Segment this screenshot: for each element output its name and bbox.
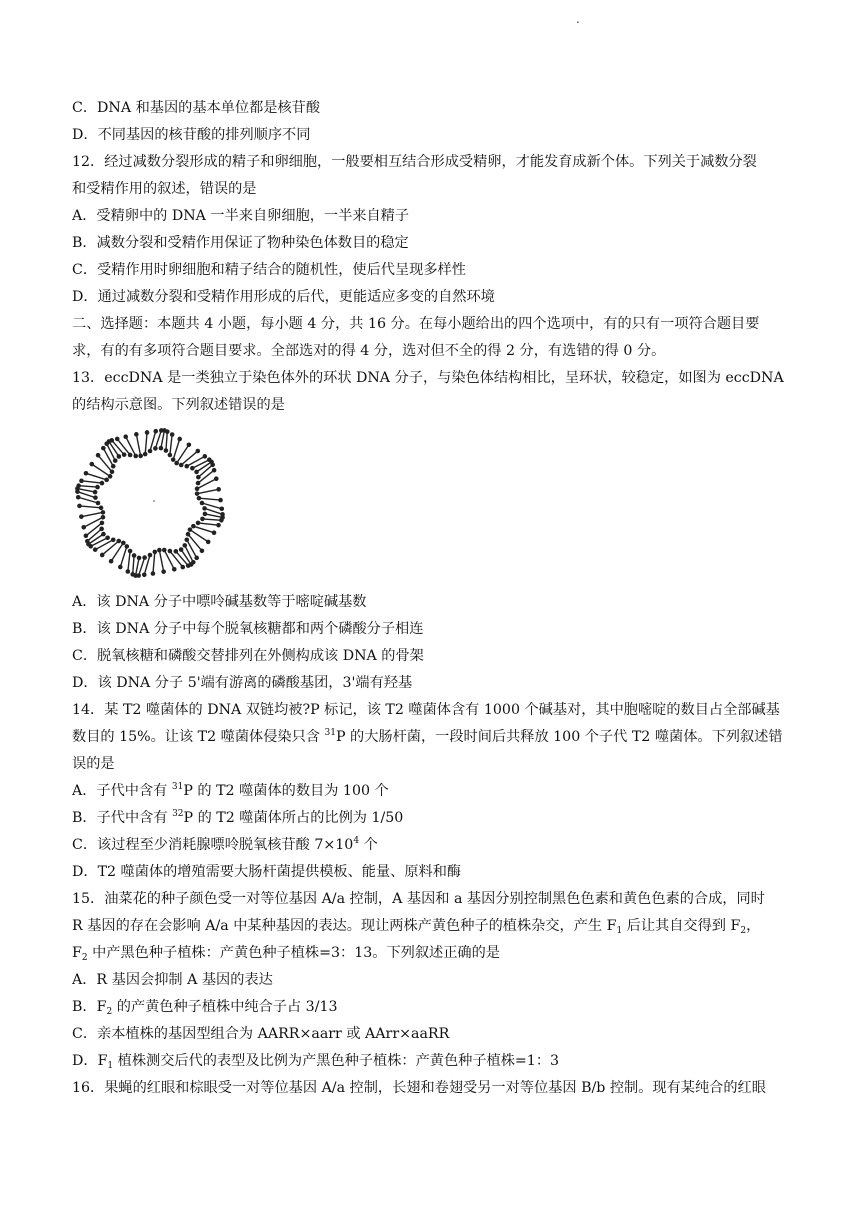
q13-stem-line-1: 13．eccDNA 是一类独立于染色体外的环状 DNA 分子，与染色体结构相比，呈环状，较稳定，如图为 eccDNA bbox=[72, 370, 784, 386]
phosphate-node bbox=[212, 530, 217, 535]
phosphate-node bbox=[202, 506, 207, 511]
phosphate-node bbox=[170, 432, 175, 437]
base-pair-rung bbox=[199, 498, 221, 500]
base-pair-rung bbox=[79, 486, 98, 487]
phosphate-node bbox=[105, 535, 110, 540]
phosphate-node bbox=[179, 547, 184, 552]
phosphate-node bbox=[117, 454, 122, 459]
phosphate-node bbox=[184, 537, 189, 542]
phosphate-node bbox=[95, 485, 100, 490]
base-pair-rung bbox=[173, 439, 180, 460]
phosphate-node bbox=[188, 527, 193, 532]
phosphate-node bbox=[203, 454, 208, 459]
phosphate-node bbox=[111, 537, 116, 542]
base-pair-rung bbox=[86, 473, 107, 480]
q15-option-d: D．$F_1$ 植株测交后代的表型及比例为产黑色种子植株：产黄色种子植株=1：3 bbox=[72, 1053, 560, 1071]
q13-option-a: A．该 DNA 分子中嘌呤碱基数等于嘧啶碱基数 bbox=[72, 594, 367, 610]
phosphate-node bbox=[174, 461, 179, 466]
q12-stem-line-2: 和受精作用的叙述，错误的是 bbox=[72, 181, 257, 197]
section-two-heading-line-2: 求，有的有多项符合题目要求。全部选对的得 4 分，选对但不全的得 2 分，有选错的得 0 分。 bbox=[72, 343, 666, 359]
q13-option-b: B．该 DNA 分子中每个脱氧核糖都和两个磷酸分子相连 bbox=[72, 621, 424, 637]
phosphate-node bbox=[182, 543, 187, 548]
base-pair-rung bbox=[81, 481, 101, 483]
phosphate-node bbox=[79, 514, 84, 519]
phosphate-node bbox=[101, 515, 106, 520]
phosphate-node bbox=[118, 565, 123, 570]
base-pair-rung bbox=[166, 432, 167, 451]
q12-option-b: B．减数分裂和受精作用保证了物种染色体数目的稳定 bbox=[72, 235, 409, 251]
phosphate-node bbox=[219, 506, 224, 511]
q14-stem-line-1: 14．某 T2 噬菌体的 DNA 双链均被?P 标记，该 T2 噬菌体含有 1000 个碱基对，其中胞嘧啶的数目占全部碱基 bbox=[72, 702, 780, 718]
q16-stem-line-1: 16．果蝇的红眼和棕眼受一对等位基因 A/a 控制，长翅和卷翅受另一对等位基因 B/b 控制。现有某纯合的红眼 bbox=[72, 1080, 766, 1096]
phosphate-node bbox=[187, 442, 192, 447]
base-pair-rung bbox=[145, 432, 147, 454]
phosphate-node bbox=[177, 437, 182, 442]
phosphate-node bbox=[117, 539, 122, 544]
phosphate-node bbox=[101, 532, 106, 537]
phosphate-node bbox=[197, 496, 202, 501]
section-two-heading-line-1: 二、选择题：本题共 4 小题，每小题 4 分，共 16 分。在每小题给出的四个选项中，有的只有一项符合题目要 bbox=[72, 316, 760, 332]
phosphate-node bbox=[186, 563, 191, 568]
phosphate-node bbox=[104, 478, 109, 483]
base-pair-rung bbox=[170, 434, 172, 454]
phosphate-node bbox=[200, 548, 205, 553]
base-pair-rung bbox=[159, 550, 163, 572]
phosphate-node bbox=[109, 438, 114, 443]
base-pair-rung bbox=[133, 555, 134, 574]
q14-option-a: A．子代中含有 $^{31}$P 的 T2 噬菌体的数目为 100 个 bbox=[72, 782, 389, 799]
phosphate-node bbox=[186, 532, 191, 537]
phosphate-node bbox=[93, 495, 98, 500]
q15-stem-line-1: 15．油菜花的种子颜色受一对等位基因 A/a 控制，A 基因和 a 基因分别控制黑色色素和黄色色素的合成，同时 bbox=[72, 891, 765, 907]
base-pair-rung bbox=[202, 519, 221, 520]
phosphate-node bbox=[179, 463, 184, 468]
phosphate-node bbox=[157, 548, 162, 553]
phosphate-node bbox=[100, 481, 105, 486]
phosphate-node bbox=[130, 572, 135, 577]
phosphate-node bbox=[96, 453, 101, 458]
q15-stem-line-3: $F_2$ 中产黑色种子植株：产黄色种子植株=3：13。下列叙述正确的是 bbox=[72, 945, 500, 963]
phosphate-node bbox=[190, 466, 195, 471]
base-pair-rung bbox=[161, 430, 165, 448]
q11-option-c: C．DNA 和基因的基本单位都是核苷酸 bbox=[72, 100, 321, 116]
phosphate-node bbox=[194, 470, 199, 475]
phosphate-node bbox=[81, 525, 86, 530]
phosphate-node bbox=[137, 556, 142, 561]
phosphate-node bbox=[93, 490, 98, 495]
phosphate-node bbox=[196, 481, 201, 486]
phosphate-node bbox=[138, 454, 143, 459]
phosphate-node bbox=[194, 556, 199, 561]
phosphate-node bbox=[77, 504, 82, 509]
phosphate-node bbox=[206, 540, 211, 545]
phosphate-node bbox=[99, 506, 104, 511]
phosphate-node bbox=[165, 429, 170, 434]
phosphate-node bbox=[200, 517, 205, 522]
phosphate-node bbox=[210, 462, 215, 467]
phosphate-node bbox=[148, 553, 153, 558]
q11-option-d: D．不同基因的核苷酸的排列顺序不同 bbox=[72, 127, 311, 143]
base-pair-rung bbox=[153, 552, 155, 574]
phosphate-node bbox=[132, 553, 137, 558]
base-pair-rung bbox=[79, 506, 101, 508]
phosphate-node bbox=[195, 449, 200, 454]
q15-option-a: A．R 基因会抑制 A 基因的表达 bbox=[72, 972, 273, 988]
phosphate-node bbox=[100, 553, 105, 558]
eccdna-ring-diagram bbox=[74, 423, 234, 583]
phosphate-node bbox=[195, 491, 200, 496]
q13-option-c: C．脱氧核糖和磷酸交替排列在外侧构成该 DNA 的骨架 bbox=[72, 648, 424, 664]
phosphate-node bbox=[115, 437, 120, 442]
phosphate-node bbox=[153, 550, 158, 555]
base-pair-rung bbox=[77, 489, 95, 493]
phosphate-node bbox=[109, 559, 114, 564]
phosphate-node bbox=[142, 572, 147, 577]
phosphate-node bbox=[151, 571, 156, 576]
phosphate-node bbox=[101, 510, 106, 515]
phosphate-node bbox=[171, 457, 176, 462]
phosphate-node bbox=[84, 471, 89, 476]
eccdna-structure-figure bbox=[72, 419, 794, 589]
phosphate-node bbox=[93, 547, 98, 552]
phosphate-node bbox=[219, 518, 224, 523]
phosphate-node bbox=[148, 449, 153, 454]
phosphate-node bbox=[184, 464, 189, 469]
phosphate-node bbox=[96, 501, 101, 506]
page-header-dot: . bbox=[576, 12, 580, 26]
base-pair-rung bbox=[205, 514, 223, 518]
phosphate-node bbox=[142, 555, 147, 560]
phosphate-node bbox=[84, 533, 89, 538]
base-pair-rung bbox=[193, 526, 214, 533]
phosphate-node bbox=[180, 565, 185, 570]
q13-stem-line-2: 的结构示意图。下列叙述错误的是 bbox=[72, 397, 285, 413]
phosphate-node bbox=[126, 569, 131, 574]
base-pair-rung bbox=[120, 546, 127, 567]
phosphate-node bbox=[79, 479, 84, 484]
phosphate-node bbox=[133, 454, 138, 459]
phosphate-node bbox=[161, 569, 166, 574]
phosphate-node bbox=[134, 432, 139, 437]
q15-option-b: B．$F_2$ 的产黄色种子植株中纯合子占 3/13 bbox=[72, 999, 338, 1017]
phosphate-node bbox=[123, 434, 128, 439]
base-pair-rung bbox=[136, 434, 140, 456]
phosphate-node bbox=[128, 453, 133, 458]
phosphate-node bbox=[196, 521, 201, 526]
base-pair-rung bbox=[198, 523, 218, 525]
q14-stem-line-2: 数目的 15%。让该 T2 噬菌体侵染只含 $^{31}$P 的大肠杆菌，一段时间后共释放 100 个子代 T2 噬菌体。下列叙述错 bbox=[72, 728, 783, 745]
phosphate-node bbox=[196, 475, 201, 480]
phosphate-node bbox=[145, 430, 150, 435]
phosphate-node bbox=[168, 453, 173, 458]
q14-option-c: C．该过程至少消耗腺嘌呤脱氧核苷酸 $7\times 10^4$ 个 bbox=[72, 836, 378, 853]
phosphate-node bbox=[101, 446, 106, 451]
phosphate-node bbox=[174, 549, 179, 554]
phosphate-node bbox=[89, 462, 94, 467]
phosphate-node bbox=[216, 523, 221, 528]
phosphate-node bbox=[216, 487, 221, 492]
q14-option-d: D．T2 噬菌体的增殖需要大肠杆菌提供模板、能量、原料和酶 bbox=[72, 864, 462, 880]
phosphate-node bbox=[110, 470, 115, 475]
phosphate-node bbox=[159, 446, 164, 451]
base-pair-rung bbox=[197, 489, 219, 493]
phosphate-node bbox=[99, 527, 104, 532]
q15-option-c: C．亲本植株的基因型组合为 AARR×aarr 或 AArr×aaRR bbox=[72, 1026, 450, 1042]
phosphate-node bbox=[172, 567, 177, 572]
phosphate-node bbox=[85, 539, 90, 544]
phosphate-node bbox=[100, 521, 105, 526]
phosphate-node bbox=[153, 429, 158, 434]
phosphate-node bbox=[164, 448, 169, 453]
q12-option-a: A．受精卵中的 DNA 一半来自卵细胞，一半来自精子 bbox=[72, 208, 410, 224]
phosphate-node bbox=[76, 495, 81, 500]
phosphate-node bbox=[111, 464, 116, 469]
phosphate-node bbox=[168, 549, 173, 554]
phosphate-node bbox=[125, 544, 130, 549]
base-pair-rung bbox=[128, 551, 130, 571]
phosphate-node bbox=[195, 486, 200, 491]
phosphate-node bbox=[76, 483, 81, 488]
phosphate-node bbox=[212, 468, 217, 473]
phosphate-node bbox=[218, 498, 223, 503]
phosphate-node bbox=[200, 501, 205, 506]
phosphate-node bbox=[203, 512, 208, 517]
q12-option-d: D．通过减数分裂和受精作用形成的后代，更能适应多变的自然环境 bbox=[72, 289, 495, 305]
phosphate-node bbox=[108, 474, 113, 479]
q12-stem-line-1: 12．经过减数分裂形成的精子和卵细胞，一般要相互结合形成受精卵，才能发育成新个体。下列关于减数分裂 bbox=[72, 154, 757, 170]
phosphate-node bbox=[121, 541, 126, 546]
phosphate-node bbox=[153, 446, 158, 451]
phosphate-node bbox=[122, 452, 127, 457]
q13-option-d: D．该 DNA 分子 5'端有游离的磷酸基团，3'端有羟基 bbox=[72, 675, 413, 691]
center-speck bbox=[153, 500, 155, 502]
phosphate-node bbox=[191, 524, 196, 529]
phosphate-node bbox=[143, 452, 148, 457]
q12-option-c: C．受精作用时卵细胞和精子结合的随机性，使后代呈现多样性 bbox=[72, 262, 466, 278]
base-pair-rung bbox=[81, 512, 103, 516]
q14-stem-line-3: 误的是 bbox=[72, 756, 115, 772]
phosphate-node bbox=[128, 549, 133, 554]
base-pair-rung bbox=[136, 558, 140, 576]
q14-option-b: B．子代中含有 $^{32}$P 的 T2 噬菌体所占的比例为 1/50 bbox=[72, 809, 404, 826]
phosphate-node bbox=[113, 458, 118, 463]
phosphate-node bbox=[214, 476, 219, 481]
exam-page bbox=[72, 95, 794, 1102]
phosphate-node bbox=[162, 548, 167, 553]
q15-stem-line-2: R 基因的存在会影响 A/a 中某种基因的表达。现让两株产黄色种子的植株杂交，产生 $F_1$ 后让其自交得到 $F_2$， bbox=[72, 918, 761, 936]
